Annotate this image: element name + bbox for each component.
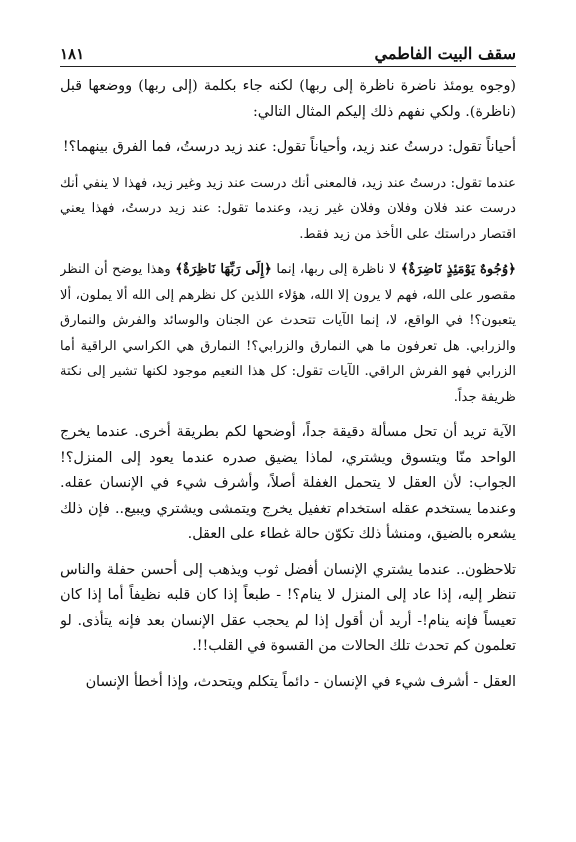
quran-verse-2: ﴿إِلَى رَبِّهَا نَاظِرَةٌ﴾ <box>175 262 272 277</box>
paragraph-6: تلاحظون.. عندما يشتري الإنسان أفضل ثوب ويذهب إلى أحسن حفلة والناس تنظر إليه، إذا عاد إلى المنزل لا ينام؟! - طبعاً إذا كان قلبه نظيفاً أما إذا كان تعيساً فإنه ينام!- أريد أن أقول إذا لم يحجب عقل الإنسان بعد فإنه يتأذى. لو تعلمون كم تحدث تلك الحالات من القسوة في القلب!!. <box>60 561 516 654</box>
page-body <box>60 74 516 814</box>
paragraph-4-mid: لا ناظرة إلى ربها، إنما <box>271 262 401 277</box>
paragraph-2: أحياناً تقول: درستُ عند زيد، وأحياناً تقول: عند زيد درستُ، فما الفرق بينهما؟! <box>62 139 516 155</box>
book-title: سقف البيت الفاطمي <box>374 44 516 63</box>
paragraph-1: (وجوه يومئذ ناضرة ناظرة إلى ربها) لكنه جاء بكلمة (إلى ربها) ووضعها قبل (ناظرة). ولكي نفهم ذلك إليكم المثال التالي: <box>60 78 516 120</box>
paragraph-7: العقل - أشرف شيء في الإنسان - دائماً يتكلم ويتحدث، وإذا أخطأ الإنسان <box>85 673 516 690</box>
paragraph-5: الآية تريد أن تحل مسألة دقيقة جداً، أوضحها لكم بطريقة أخرى. عندما يخرج الواحد منّا ويتسوق ويشتري، لماذا يضيق صدره عندما يعود إلى المنزل؟! الجواب: لأن العقل لا يتحمل الغفلة أصلاً، وأشرف شيء في الإنسان عقله. وعندما يستخدم عقله استخدام تغفيل يخرج ويتمشى ويشتري ويبيع.. فإن ذلك يشعره بالضيق، ومنشأ ذلك تكوّن حالة غطاء على العقل. <box>60 424 516 542</box>
paragraph-4 <box>60 257 516 410</box>
running-header <box>60 36 516 67</box>
quran-verse-1: ﴿وُجُوهٌ يَوْمَئِذٍ نَاضِرَةٌ﴾ <box>400 262 516 277</box>
page-number: ١٨١ <box>60 45 85 63</box>
paragraph-4-text: وهذا يوضح أن النظر مقصور على الله، فهم لا يرون إلا الله، هؤلاء اللذين كل نظرهم إلى الله ألا يملون، ألا يتعبون؟! في الواقع، لا، إنما الآيات تتحدث عن الجنان والوسائد والفرش والنمارق والزرابي. هل تعرفون ما هي النمارق والزرابي؟! النمارق هي الكراسي الراقية أما الزرابي فهو الفرش الراقي. الآيات تقول: كل هذا النعيم موجود لكنها تشير إلى نكتة ظريفة جداً. <box>60 262 516 405</box>
paragraph-3: عندما تقول: درستُ عند زيد، فالمعنى أنك درست عند زيد وغير زيد، فهذا لا ينفي أنك درست عند فلان وفلان وفلان غير زيد، وعندما تقول: عند زيد درستُ، فهذا يعني اقتصار دراستك على الأخذ من زيد فقط. <box>60 175 516 242</box>
